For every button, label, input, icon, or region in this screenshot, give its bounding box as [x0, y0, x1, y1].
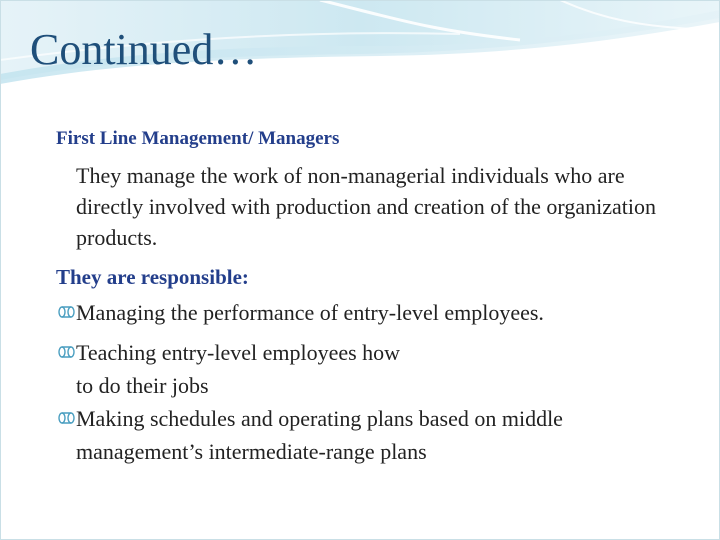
section-subheading: First Line Management/ Managers — [56, 128, 340, 149]
slide-title: Continued… — [30, 25, 258, 74]
bullet-text: Making schedules and operating plans based on middle management’s intermediate-range plans — [76, 406, 563, 464]
hollow-cylinder-bullet-icon — [56, 344, 76, 360]
bullet-item — [56, 296, 696, 329]
bullet-text: Managing the performance of entry-level employees. — [76, 300, 544, 325]
description-paragraph: They manage the work of non-managerial individuals who are directly involved with production and creation of the organization products. — [76, 163, 656, 250]
bullet-text: Teaching entry-level employees how to do their jobs — [76, 340, 401, 398]
hollow-cylinder-bullet-icon — [56, 304, 76, 320]
bullet-item — [56, 336, 416, 402]
hollow-cylinder-bullet-icon — [56, 410, 76, 426]
responsibilities-heading: They are responsible: — [56, 265, 249, 289]
bullet-item — [56, 402, 596, 468]
